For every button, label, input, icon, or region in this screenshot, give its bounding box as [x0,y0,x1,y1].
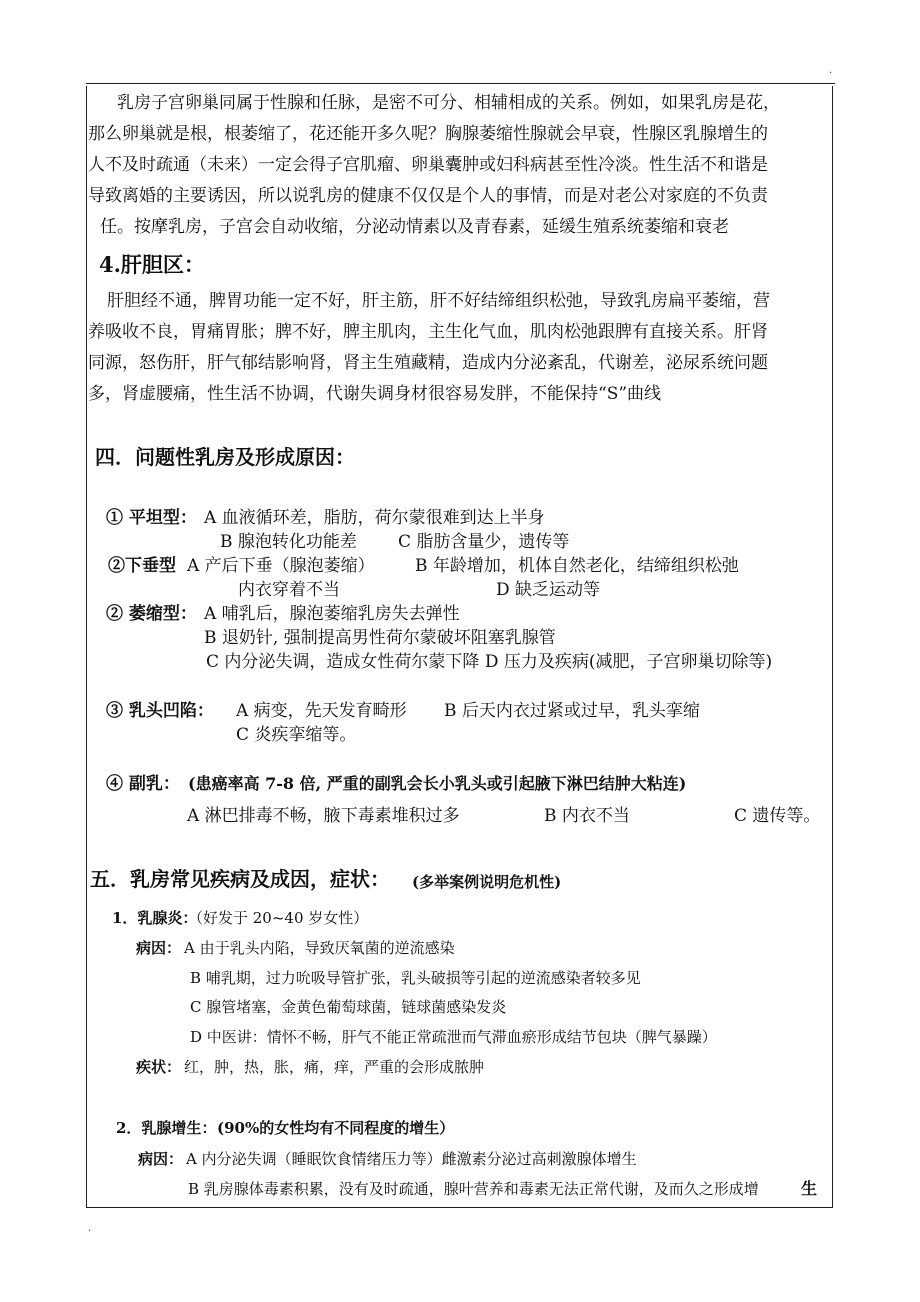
sagging-type-cause: A 产后下垂（腺泡萎缩） [187,556,375,576]
mastitis-cause: C 腺管堵塞，金黄色葡萄球菌，链球菌感染发炎 [190,998,507,1016]
hyperplasia-title: 2．乳腺增生： [116,1119,217,1137]
intro-line: 那么卵巢就是根，根萎缩了，花还能开多久呢？胸腺萎缩性腺就会早衰，性腺区乳腺增生的 [88,124,768,144]
liver-heading: 4.肝胆区： [99,252,205,277]
liver-line: 多，肾虚腰痛，性生活不协调，代谢失调身材很容易发胖，不能保持“S”曲线 [88,384,662,404]
mastitis-symptom: 红，肿，热，胀，痛，痒，严重的会形成脓肿 [184,1058,485,1076]
liver-line: 养吸收不良，胃痛胃胀；脾不好，脾主肌肉，主生化气血，肌肉松弛跟脾有直接关系。肝肾 [88,322,768,342]
mastitis-title-note: （好发于 20~40 岁女性） [188,909,369,927]
sagging-type-label: ②下垂型 [108,556,176,576]
sagging-type-cause: 内衣穿着不当 [238,580,340,600]
sagging-type-cause: D 缺乏运动等 [496,580,601,600]
intro-line: 导致离婚的主要诱因，所以说乳房的健康不仅仅是个人的事情，而是对老公对家庭的不负责 [88,186,768,206]
hyperplasia-cause-label: 病因： [138,1150,184,1168]
flat-type-label: ① 平坦型： [106,508,197,528]
section5-heading-note: (多举案例说明危机性) [412,873,562,891]
mastitis-title: 1．乳腺炎： [112,909,198,927]
hyperplasia-cause-tail: 生 [801,1179,818,1198]
flat-type-cause: A 血液循环差，脂肪，荷尔蒙很难到达上半身 [204,508,545,528]
intro-line: 人不及时疏通（未来）一定会得子宫肌瘤、卵巢囊肿或妇科病甚至性冷淡。性生活不和谐是 [88,155,768,175]
section4-heading: 四．问题性乳房及形成原因： [95,445,355,469]
accessory-breast-label: ④ 副乳： [106,774,180,794]
mastitis-cause: D 中医讲：情怀不畅，肝气不能正常疏泄而气滞血瘀形成结节包块（脾气暴躁） [190,1028,717,1046]
inverted-nipple-cause: B 后天内衣过紧或过早，乳头挛缩 [444,701,700,721]
accessory-breast-cause: B 内衣不当 [544,806,630,826]
mastitis-cause-label: 病因： [136,939,182,957]
atrophy-type-cause: B 退奶针, 强制提高男性荷尔蒙破坏阻塞乳腺管 [204,628,556,648]
header-rule [86,83,835,84]
inverted-nipple-label: ③ 乳头凹陷： [106,701,214,721]
intro-line: 任。按摩乳房，子宫会自动收缩，分泌动情素以及青春素，延缓生殖系统萎缩和衰老 [100,217,729,237]
atrophy-type-cause: C 内分泌失调，造成女性荷尔蒙下降 D 压力及疾病(减肥，子宫卵巢切除等) [206,652,773,672]
accessory-breast-cause: A 淋巴排毒不畅，腋下毒素堆积过多 [187,806,460,826]
inverted-nipple-cause: A 病变，先天发育畸形 [236,701,407,721]
inverted-nipple-cause: C 炎疾挛缩等。 [236,725,357,745]
mastitis-symptom-label: 疾状： [136,1058,182,1076]
flat-type-cause: C 脂肪含量少，遗传等 [398,532,570,552]
liver-line: 肝胆经不通，脾胃功能一定不好，肝主筋，肝不好结缔组织松弛，导致乳房扁平萎缩，营 [107,291,770,311]
mastitis-cause: B 哺乳期，过力吮吸导管扩张，乳头破损等引起的逆流感染者较多见 [190,969,641,987]
accessory-breast-cause: C 遗传等。 [734,806,821,826]
page-footer-mark: . [88,1223,92,1234]
page-corner-mark: . [829,65,833,76]
sagging-type-cause: B 年龄增加，机体自然老化，结缔组织松弛 [415,556,739,576]
liver-line: 同源，怒伤肝，肝气郁结影响肾，肾主生殖藏精，造成内分泌紊乱，代谢差，泌尿系统问题 [88,353,768,373]
accessory-breast-note: (患癌率高 7-8 倍, 严重的副乳会长小乳头或引起腋下淋巴结肿大粘连) [188,774,687,793]
atrophy-type-cause: A 哺乳后，腺泡萎缩乳房失去弹性 [204,604,460,624]
hyperplasia-cause: A 内分泌失调（睡眠饮食情绪压力等）雌激素分泌过高刺激腺体增生 [186,1150,637,1168]
section5-heading: 五．乳房常见疾病及成因，症状： [90,867,390,891]
flat-type-cause: B 腺泡转化功能差 [220,532,357,552]
intro-line: 乳房子宫卵巢同属于性腺和任脉，是密不可分、相辅相成的关系。例如，如果乳房是花， [117,93,780,113]
mastitis-cause: A 由于乳头内陷，导致厌氧菌的逆流感染 [184,939,455,957]
atrophy-type-label: ② 萎缩型： [106,604,197,624]
hyperplasia-cause: B 乳房腺体毒素积累，没有及时疏通，腺叶营养和毒素无法正常代谢，及而久之形成增 [188,1180,759,1198]
hyperplasia-title-note: (90%的女性均有不同程度的增生） [217,1119,455,1137]
